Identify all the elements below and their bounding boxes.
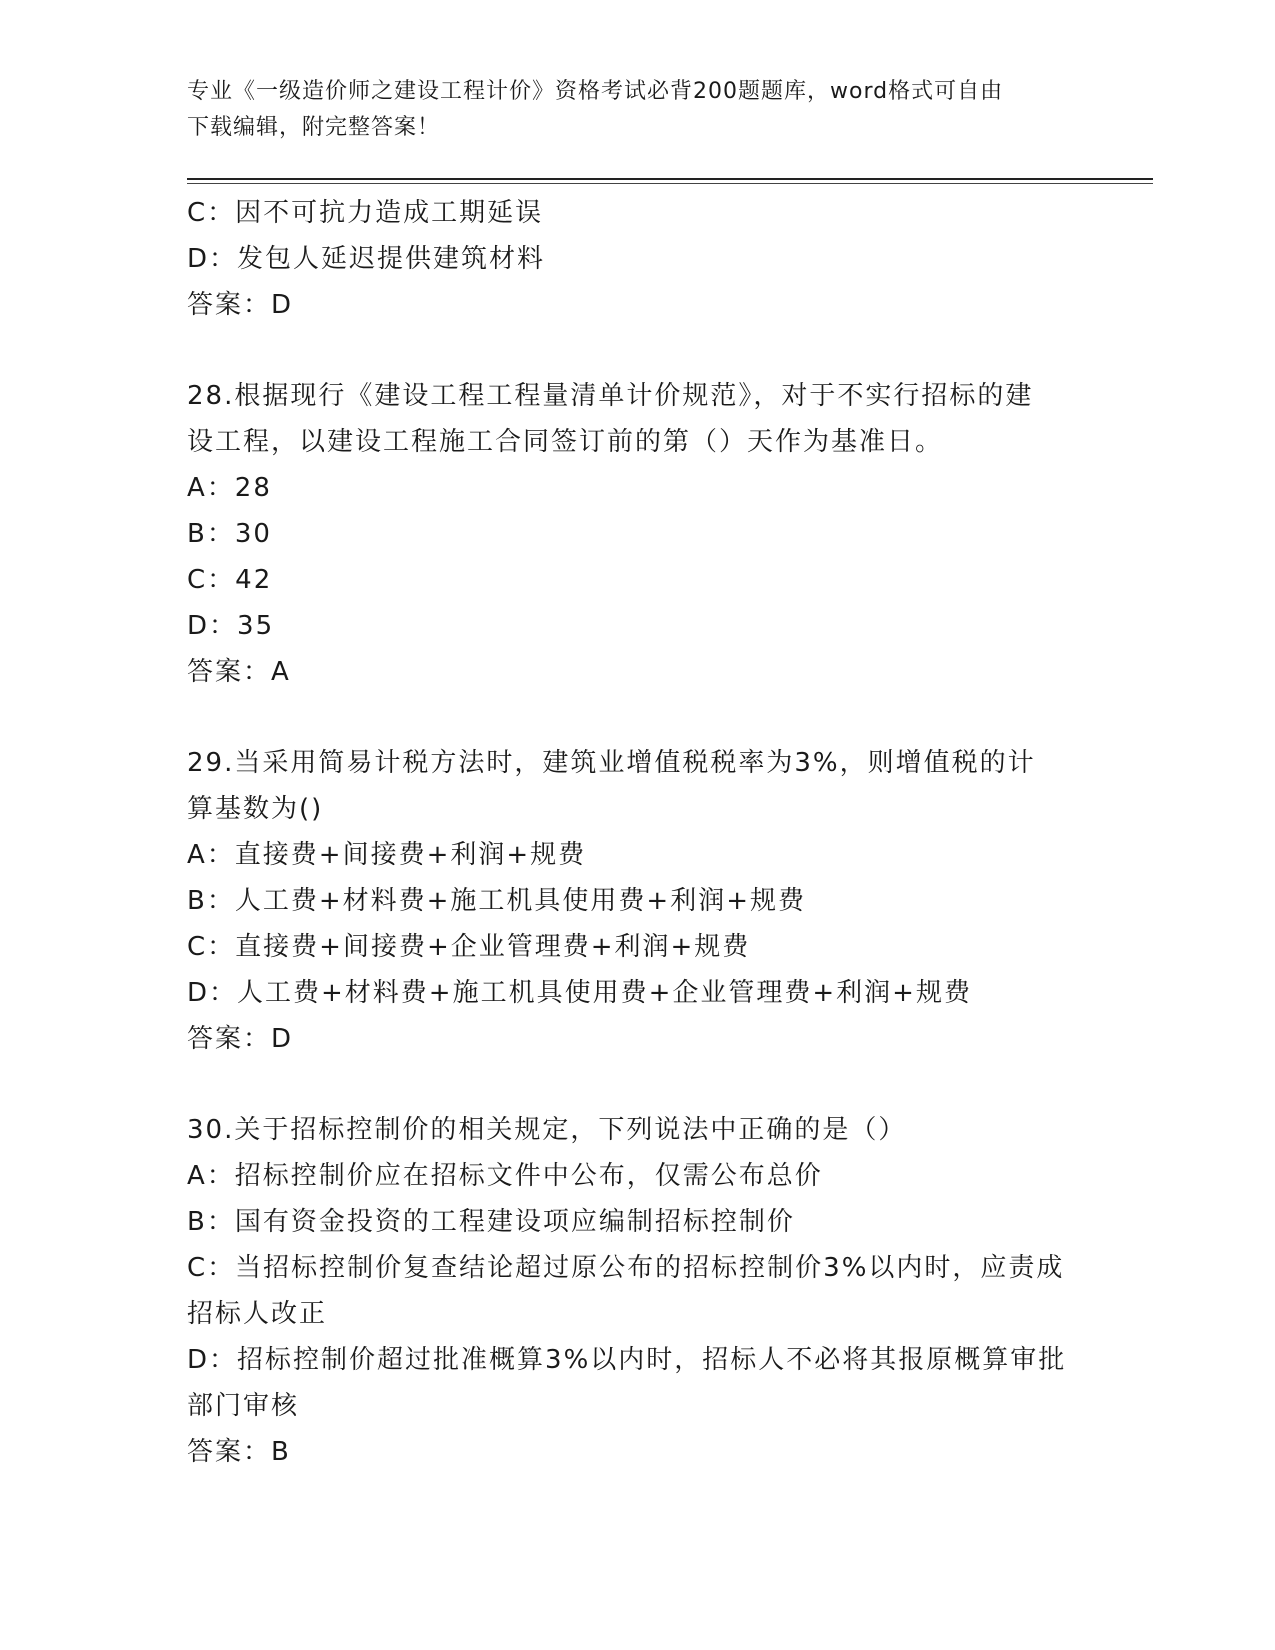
option-a: A：28 xyxy=(187,473,272,503)
option-d: D：发包人延迟提供建筑材料 xyxy=(187,244,546,274)
answer-line: 答案：D xyxy=(187,1024,294,1054)
option-a: A：招标控制价应在招标文件中公布，仅需公布总价 xyxy=(187,1161,823,1191)
option-d: D：35 xyxy=(187,611,275,641)
question-29 xyxy=(187,740,1087,1062)
question-stem: 29.当采用简易计税方法时，建筑业增值税税率为3%，则增值税的计 xyxy=(187,748,1036,778)
question-list xyxy=(187,190,1087,1475)
option-c: C：因不可抗力造成工期延误 xyxy=(187,198,544,228)
answer-line: 答案：A xyxy=(187,657,291,687)
header-divider xyxy=(187,178,1153,180)
answer-line: 答案：B xyxy=(187,1437,291,1467)
option-d: D：人工费+材料费+施工机具使用费+企业管理费+利润+规费 xyxy=(187,978,972,1008)
question-stem: 30.关于招标控制价的相关规定，下列说法中正确的是（） xyxy=(187,1115,907,1145)
answer-line: 答案：D xyxy=(187,290,294,320)
question-30 xyxy=(187,1107,1087,1475)
question-stem: 算基数为() xyxy=(187,794,324,824)
question-stem: 28.根据现行《建设工程工程量清单计价规范》，对于不实行招标的建 xyxy=(187,381,1034,411)
option-c-continued: 招标人改正 xyxy=(187,1299,328,1329)
option-a: A：直接费+间接费+利润+规费 xyxy=(187,840,587,870)
header-divider-thin xyxy=(187,183,1153,184)
document-header xyxy=(187,74,1067,146)
question-28 xyxy=(187,373,1087,695)
option-c: C：42 xyxy=(187,565,273,595)
option-d-continued: 部门审核 xyxy=(187,1391,300,1421)
question-27-tail xyxy=(187,190,1087,328)
header-line-2: 下载编辑，附完整答案！ xyxy=(187,115,441,140)
option-d: D：招标控制价超过批准概算3%以内时，招标人不必将其报原概算审批 xyxy=(187,1345,1067,1375)
option-b: B：国有资金投资的工程建设项应编制招标控制价 xyxy=(187,1207,795,1237)
option-c: C：当招标控制价复查结论超过原公布的招标控制价3%以内时，应责成 xyxy=(187,1253,1065,1283)
question-stem: 设工程，以建设工程施工合同签订前的第（）天作为基准日。 xyxy=(187,427,944,457)
option-b: B：人工费+材料费+施工机具使用费+利润+规费 xyxy=(187,886,806,916)
option-c: C：直接费+间接费+企业管理费+利润+规费 xyxy=(187,932,751,962)
header-line-1: 专业《一级造价师之建设工程计价》资格考试必背200题题库，word格式可自由 xyxy=(187,79,1004,104)
option-b: B：30 xyxy=(187,519,272,549)
